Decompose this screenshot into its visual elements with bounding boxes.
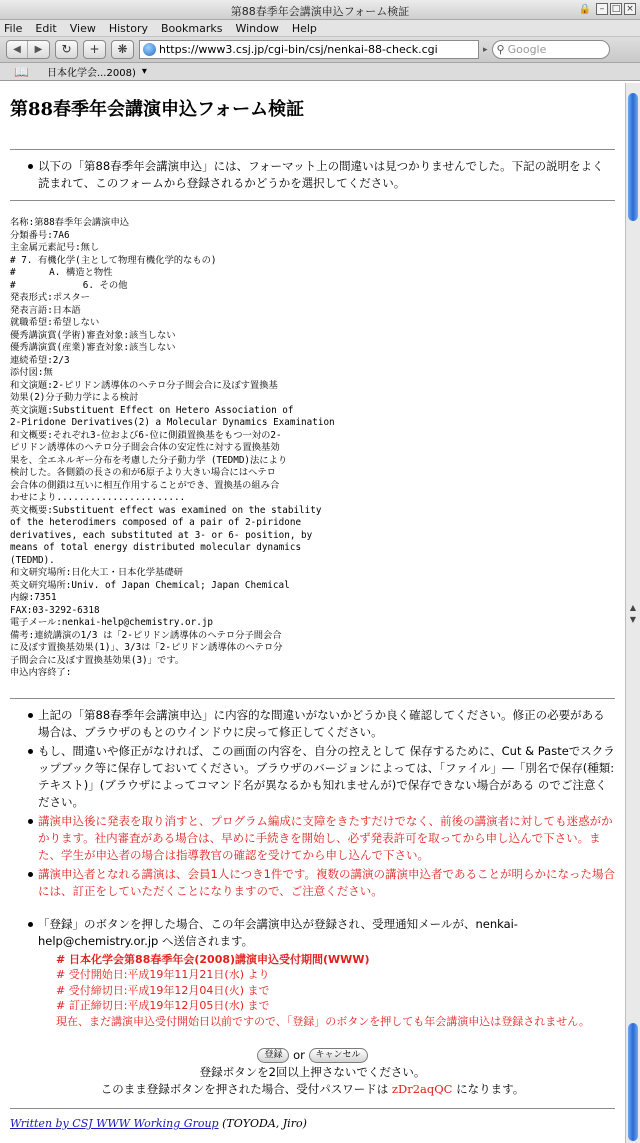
menu-file[interactable]: File	[4, 21, 23, 35]
navigation-toolbar	[0, 37, 640, 63]
menu-bookmarks[interactable]: Bookmarks	[160, 21, 223, 35]
warning-item: 講演申込後に発表を取り消すと、プログラム編成に支障をきたすだけでなく、前後の講演者に対しても迷惑がかかります。社内審査がある場合は、早めに手続きを開始し、必ず発表許可を取ってから申し込んで下さい。また、学生が申込者の場合は指導教官の確認を受けてから申し込んで下さい。	[10, 813, 615, 864]
search-placeholder: Google	[507, 43, 547, 56]
url-text: https://www3.csj.jp/cgi-bin/csj/nenkai-88-check.cgi	[159, 43, 438, 56]
password-prefix: このまま登録ボタンを押された場合、受付パスワードは	[100, 1082, 389, 1096]
scrollbar-thumb[interactable]	[628, 93, 638, 221]
search-icon: ⚲	[496, 43, 505, 56]
divider	[10, 698, 615, 699]
window-titlebar	[0, 0, 640, 20]
bookmark-item[interactable]: 日本化学会...2008)	[46, 68, 136, 79]
footer-link[interactable]: Written by CSJ WWW Working Group	[10, 1117, 219, 1130]
page-content	[0, 83, 625, 1130]
divider	[10, 1108, 615, 1109]
intro-list	[10, 158, 615, 192]
register-list	[10, 916, 615, 950]
forward-icon[interactable]: ▶	[34, 44, 43, 55]
close-icon[interactable]: ×	[624, 3, 636, 15]
menu-window[interactable]: Window	[235, 21, 279, 35]
password-line	[10, 1081, 615, 1098]
menu-help[interactable]: Help	[291, 21, 317, 35]
page-viewport	[0, 83, 625, 1143]
url-dropdown-icon[interactable]: ▸	[483, 44, 488, 55]
reload-icon[interactable]: ↻	[55, 40, 78, 59]
lock-icon: 🔒	[578, 3, 591, 15]
back-icon[interactable]: ◀	[7, 41, 28, 58]
maximize-icon[interactable]: □	[611, 4, 621, 14]
bug-icon[interactable]: ❋	[111, 40, 134, 59]
url-field[interactable]	[139, 40, 479, 59]
new-tab-icon[interactable]: +	[83, 40, 106, 59]
bookmarks-book-icon[interactable]: 📖	[14, 64, 29, 79]
back-forward-group	[6, 40, 50, 59]
footer	[10, 1117, 615, 1130]
footer-author: (TOYODA, Jiro)	[222, 1117, 307, 1130]
password-value: zDr2aqQC	[391, 1082, 453, 1096]
register-button[interactable]: 登録	[257, 1048, 289, 1063]
action-area	[10, 1047, 615, 1064]
divider	[10, 200, 615, 201]
period-fix: # 訂正締切日:平成19年12月05日(水) まで	[56, 999, 270, 1012]
minimize-icon[interactable]: –	[596, 3, 608, 15]
cancel-button[interactable]: キャンセル	[309, 1048, 368, 1063]
vertical-scrollbar[interactable]	[625, 83, 640, 1143]
page-heading: 第88春季年会講演申込フォーム検証	[10, 99, 305, 120]
menu-bar	[0, 20, 640, 37]
scroll-up-icon[interactable]: ▲	[629, 603, 637, 612]
menu-view[interactable]: View	[69, 21, 96, 35]
period-start: # 受付開始日:平成19年11月21日(水) より	[56, 968, 270, 981]
scrollbar-thumb-lower[interactable]	[628, 1023, 638, 1141]
search-field[interactable]	[492, 40, 610, 59]
instruction-item: 上記の「第88春季年会講演申込」に内容的な間違いがないかどうか良く確認してください。修正の必要がある場合は、ブラウザのもとのウインドウに戻って修正してください。	[10, 707, 615, 741]
scroll-down-icon[interactable]: ▼	[629, 615, 637, 624]
period-notice	[10, 952, 615, 1030]
globe-icon	[143, 43, 156, 56]
period-warning: 現在、まだ講演申込受付開始日以前ですので、「登録」のボタンを押しても年会講演申込は登録されません。	[56, 1014, 590, 1028]
double-click-warning: 登録ボタンを2回以上押さないでください。	[199, 1065, 426, 1079]
period-end: # 受付締切日:平成19年12月04日(火) まで	[56, 983, 270, 997]
password-suffix: になります。	[456, 1082, 525, 1096]
submitted-form-text: 名称:第88春季年会講演申込 分類番号:7A6 主金属元素記号:無し # 7. 有機化学(主として物理有機化学的なもの) # A. 構造と物性 # 6. その他 発表形式:ポスター 発表言語:日本語 就職希望:希望しない 優秀講演賞(学術)審査対象:該当しない 優秀講演賞(産業)審査対象:該当しない 連続希望:2/3 添付図:無 和文演題:2-ピリドン誘導体のヘテロ分子間会合に及ぼす置換基 効果(2)分子動力学による検討 英文演題:Substituent Effect on Hetero Association of 2-Piridone Derivatives(2) a Molecular Dynamics Examination 和文概要:それぞれ3-位および6-位に側鎖置換基をもつ一対の2- ピリドン誘導体のヘテロ分子間会合体の安定性に対する置換基効 果を、全エネルギー分布を考慮した分子動力学 (TEDMD)法により 検討した。各側鎖の長さの和が6原子より大きい場合にはヘテロ 会合体の側鎖は互いに相互作用することができ、置換基の組み合 わせにより....................... 英文概要:Substituent effect was examined on the stability of the heterodimers composed of a pair of 2-piridone derivatives, each substituted at 3- or 6- position, by means of total energy distributed molecular dynamics (TEDMD). 和文研究場所:日化大工・日本化学基礎研 英文研究場所:Univ. of Japan Chemical; Japan Chemical 内線:7351 FAX:03-3292-6318 電子メール:nenkai-help@chemistry.or.jp 備考:連続講演の1/3 は「2-ピリドン誘導体のヘテロ分子間会合 に及ぼす置換基効果(1)」、3/3は「2-ピリドン誘導体のヘテロ分 子間会合に及ぼす置換基効果(3)」です。 申込内容終了:	[10, 217, 335, 678]
instruction-item: もし、間違いや修正がなければ、この画面の内容を、自分の控えとして 保存するために、Cut & Pasteでスクラップブック等に保存しておいてください。ブラウザのバージョンによっては、「ファイル」―「別名で保存(種類:テキスト)」(ブラウザによってコマンド名が異なるかも知れませんが)で保存できない場合がある のでご注意ください。	[10, 743, 615, 811]
window-controls	[579, 3, 636, 15]
chevron-down-icon[interactable]: ▾	[141, 66, 147, 77]
menu-edit[interactable]: Edit	[35, 21, 57, 35]
warning-item: 講演申込者となれる講演は、会員1人につき1件です。複数の講演の講演申込者であることが明らかになった場合には、訂正をしていただくことになりますので、ご注意ください。	[10, 866, 615, 900]
period-title: # 日本化学会第88春季年会(2008)講演申込受付期間(WWW)	[56, 952, 370, 966]
divider	[10, 149, 615, 150]
or-text: or	[293, 1048, 305, 1062]
register-note: 「登録」のボタンを押した場合、この年会講演申込が登録され、受理通知メールが、nenkai-help@chemistry.or.jp へ送信されます。	[10, 916, 615, 950]
window-title: 第88春季年会講演申込フォーム検証	[230, 5, 410, 18]
instructions-list	[10, 707, 615, 900]
intro-text: 以下の「第88春季年会講演申込」には、フォーマット上の間違いは見つかりませんでした。下記の説明をよく読まれて、このフォームから登録されるかどうかを選択してください。	[10, 158, 615, 192]
bookmark-bar	[0, 63, 640, 81]
menu-history[interactable]: History	[108, 21, 148, 35]
